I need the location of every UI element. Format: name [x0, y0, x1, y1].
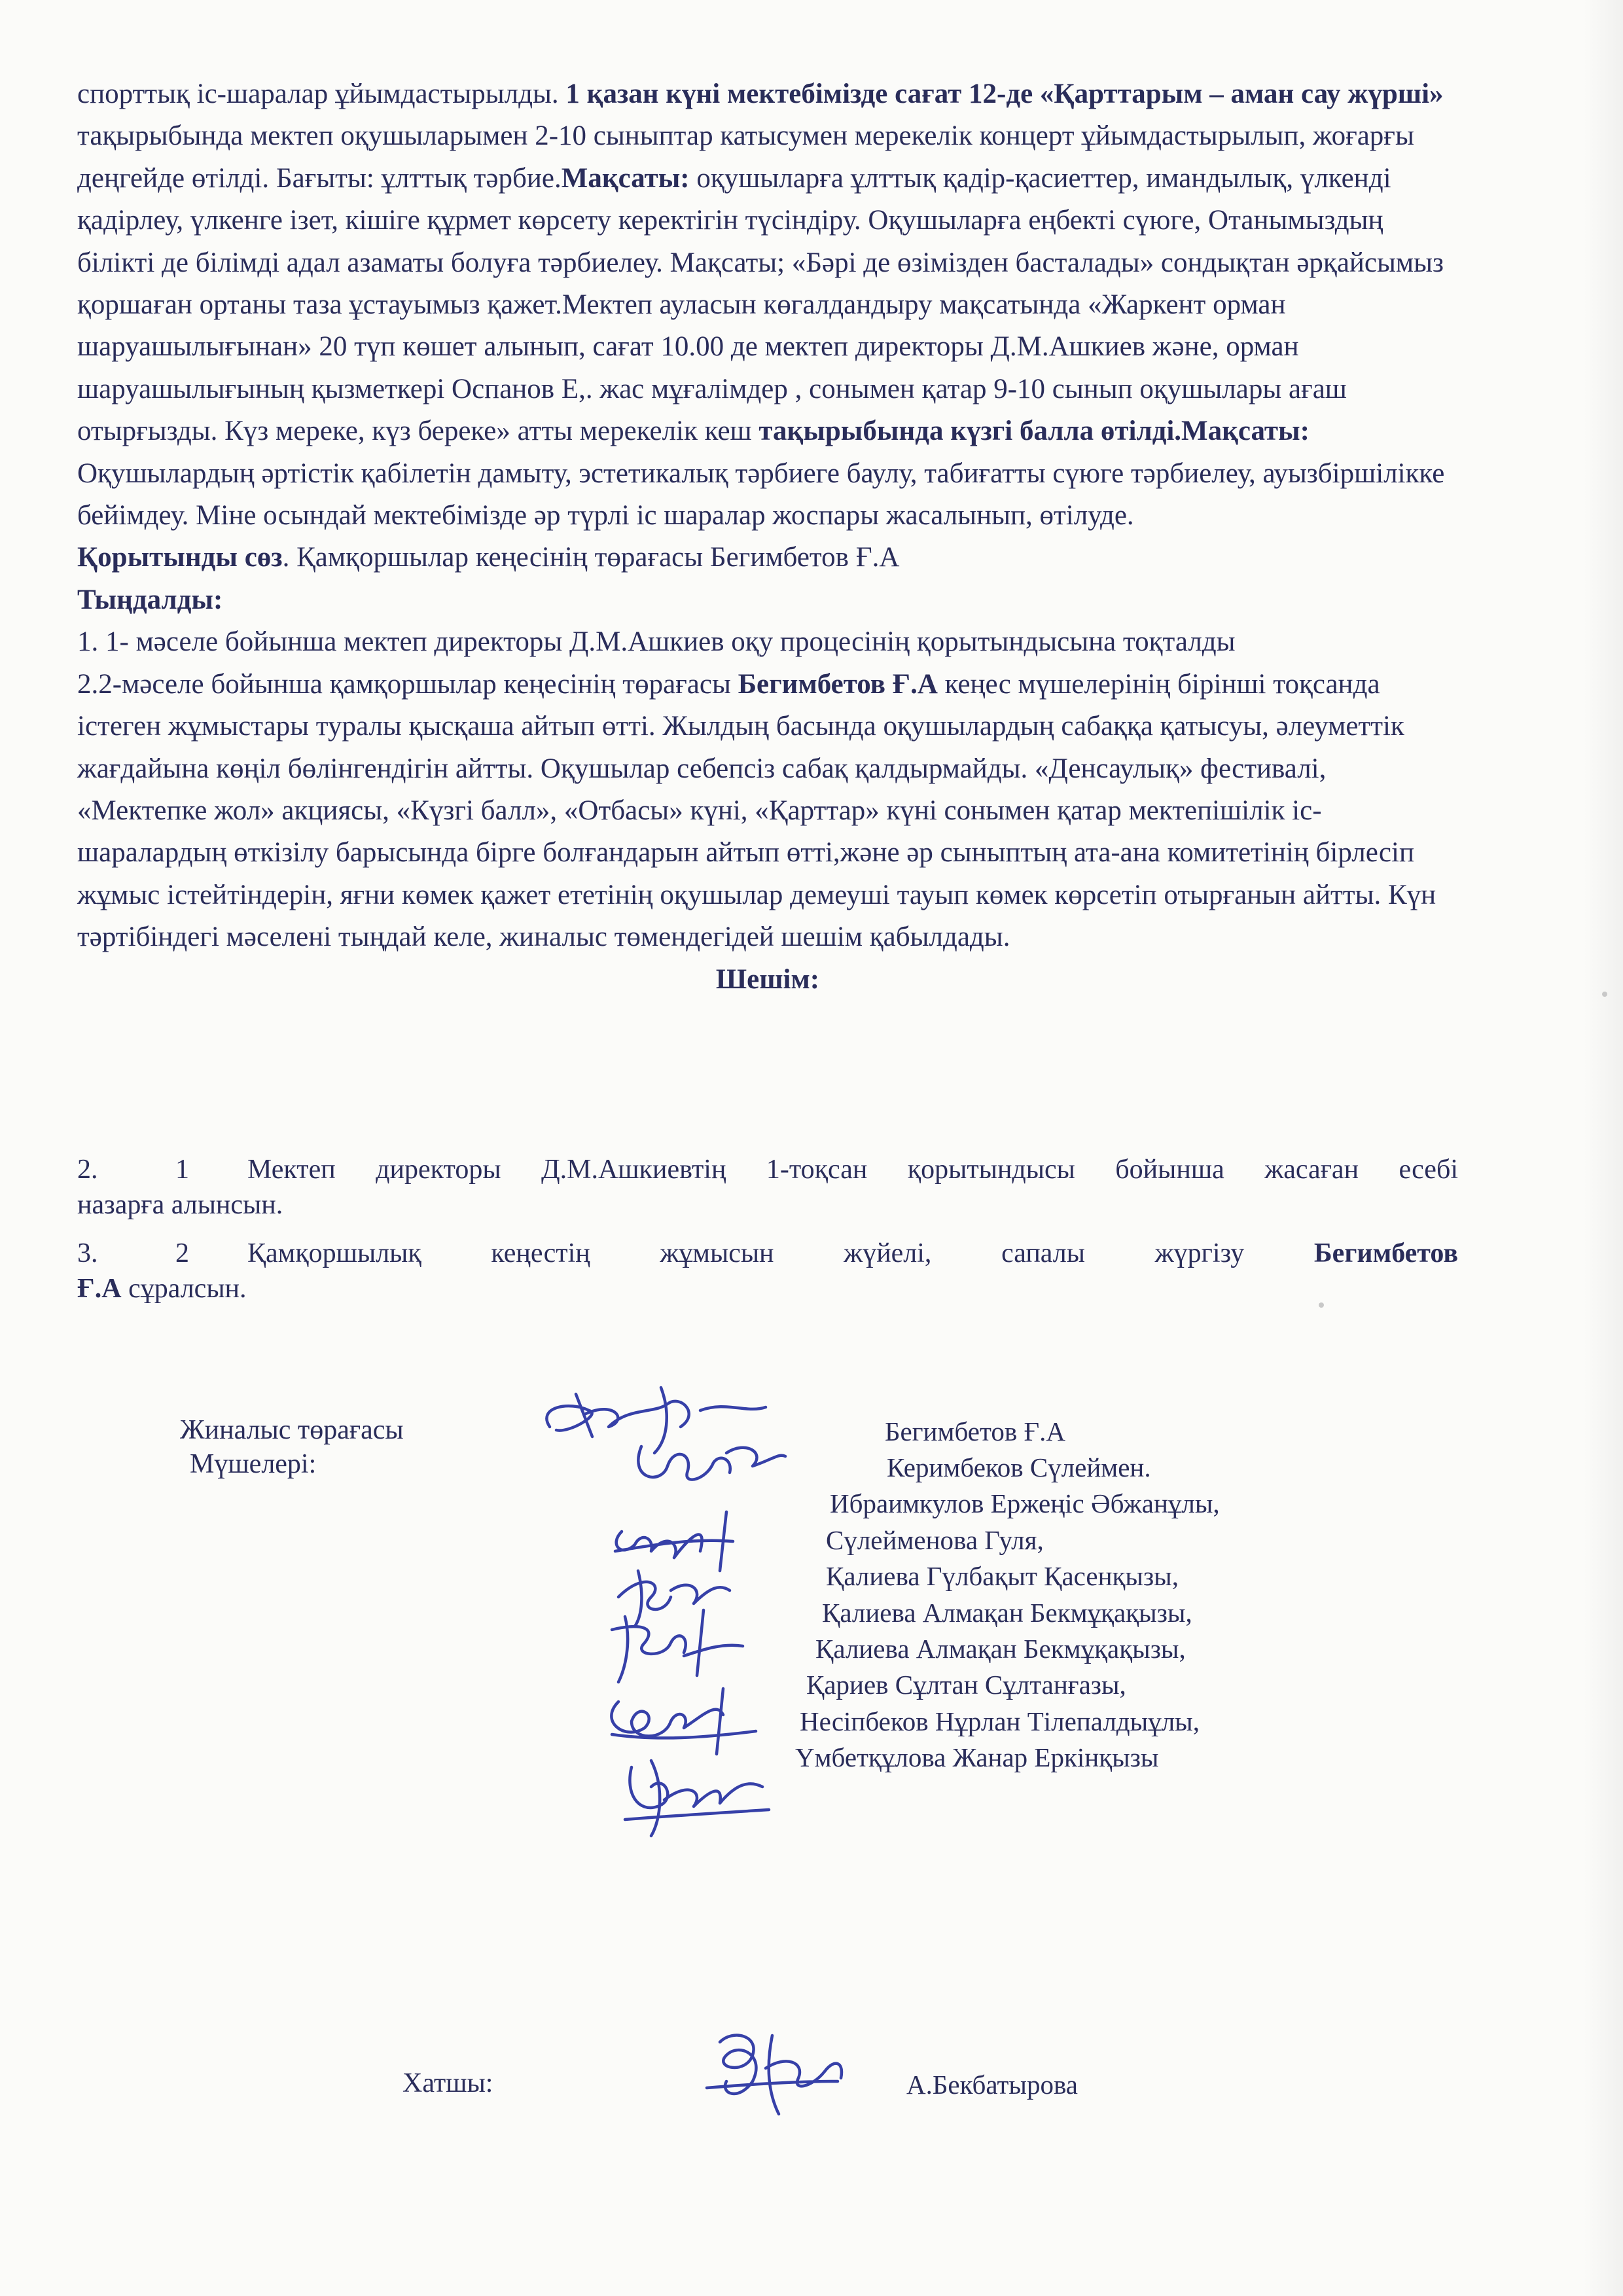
decision-heading: Шешім:: [715, 963, 820, 995]
member-signature: [622, 1427, 792, 1505]
member-name: Қалиева Алмақан Бекмұқақызы,: [815, 1634, 1186, 1664]
member-name: Керимбеков Сүлеймен.: [887, 1452, 1151, 1482]
decision-text-part: сұралсын.: [121, 1274, 247, 1304]
decision-subnumber: 2: [175, 1238, 189, 1268]
member-signature: [612, 1748, 782, 1839]
decision-item: [77, 1152, 1458, 1187]
member-name: Қалиева Гүлбақыт Қасенқызы,: [826, 1561, 1179, 1591]
heard-item-text: кеңес мүшелерінің бірінші тоқсанда істеген жұмыстары туралы қысқаша айтып өтті. Жылдың басында оқушылардың сабаққа қатысуы, әлеуметтік жағдайына көңіл бөлінгендігін айтты. Оқушылар себепсіз сабақ қалдырмайды. «Денсаулық» фестивалі, «Мектепке жол» акциясы, «Күзгі балл», «Отбасы» күні, «Қарттар» күні сонымен қатар мектепішілік іс-шаралардың өткізілу барысында бірге болғандарын айтып өтті,және әр сыныптың ата-ана комитетінің бірлесіп жұмыс істейтіндерін, яғни көмек қажет ететінің оқушылар демеуші тауып көмек көрсетіп отырғанын айтты. Күн тәртібіндегі мәселені тыңдай келе, жиналыс төмендегідей шешім қабылдады.: [77, 668, 1436, 953]
punch-mark: [1602, 992, 1607, 997]
member-name: Қариев Сұлтан Сұлтанғазы,: [806, 1670, 1126, 1700]
member-name: Ибраимкулов Ержеңіс Әбжанұлы,: [830, 1488, 1220, 1518]
document-body: [77, 73, 1458, 1001]
decision-number: 3.: [77, 1238, 98, 1268]
member-name: Үмбетқұлова Жанар Еркінқызы: [795, 1742, 1159, 1772]
member-name: Несіпбеков Нұрлан Тілепалдыұлы,: [800, 1706, 1200, 1736]
paragraph-bold-text: 1 қазан күні мектебімізде сағат 12-де «Қарттарым – аман сау жүрші»: [565, 79, 1444, 109]
decision-text-part: Қамқоршылық кеңестің жұмысын жүйелі, сапалы жүргізу: [247, 1238, 1314, 1268]
secretary-signature: [694, 2016, 851, 2121]
decision-list: [77, 1152, 1458, 1306]
paragraph-bold-text: тақырыбында күзгі балла өтілді.Мақсаты:: [758, 416, 1310, 447]
paragraph-text: оқушыларға ұлттық қадір-қасиеттер, имандылық, үлкенді қадірлеу, үлкенге ізет, кішіге құрмет көрсету керектігін түсіндіру. Оқушыларға еңбекті сүюге, Отанымыздың білікті де білімді адал азаматы болуға тәрбиелеу. Мақсаты; «Бәрі де өзімізден басталады» сондықтан әрқайсымыз қоршаған ортаны таза ұстауымыз қажет.Мектеп ауласын көгалдандыру мақсатында «Жаркент орман шаруашылығынан» 20 түп көшет алынып, сағат 10.00 де мектеп директоры Д.М.Ашкиев және, орман шаруашылығының қызметкері Оспанов Е,. жас мұғалімдер , сонымен қатар 9-10 сынып оқушылары ағаш отырғызды. Күз мереке, күз береке» атты мерекелік кеш: [77, 162, 1444, 447]
heard-item-text: 2.2-мәселе бойынша қамқоршылар кеңесінің төрағасы: [77, 668, 738, 700]
chair-name: Бегимбетов Ғ.А: [885, 1416, 1066, 1446]
paragraph-events: [77, 73, 1458, 537]
members-label: Мүшелері:: [190, 1449, 317, 1479]
closing-remark: [77, 537, 1458, 579]
paragraph-bold-text: Мақсаты:: [561, 162, 690, 194]
decision-text: [247, 1236, 1458, 1271]
member-name: Қалиева Алмақан Бекмұқақызы,: [822, 1598, 1192, 1628]
heard-item-1: 1. 1- мәселе бойынша мектеп директоры Д.М.Ашкиев оқу процесінің қорытындысына тоқталды: [77, 626, 1236, 658]
chair-label: Жиналыс төрағасы: [180, 1415, 404, 1445]
closing-label: Қорытынды сөз: [77, 542, 283, 573]
closing-text: . Қамқоршылар кеңесінің төрағасы Бегимбетов Ғ.А: [282, 542, 900, 573]
paragraph-text: спорттық іс-шаралар ұйымдастырылды.: [77, 79, 566, 109]
decision-subnumber: 1: [175, 1155, 189, 1185]
punch-mark: [1319, 1302, 1324, 1308]
paragraph-text: тақырыбында мектеп оқушыларымен 2-10 сыныптар катысумен мерекелік концерт ұйымдастырылып, жоғарғы деңгейде өтілді. Бағыты: ұлттық тәрбие.: [77, 120, 1414, 194]
heard-item-bold: Бегимбетов Ғ.А: [738, 668, 938, 700]
decision-text-continued: [77, 1271, 1458, 1306]
member-name: Сүлейменова Гуля,: [826, 1525, 1044, 1555]
decision-item: [77, 1236, 1458, 1271]
decision-bold: Ғ.А: [77, 1274, 122, 1304]
secretary-name: А.Бекбатырова: [906, 2070, 1078, 2100]
decision-bold: Бегимбетов: [1313, 1238, 1458, 1268]
heard-heading: Тыңдалды:: [77, 584, 223, 615]
heard-item-2: [77, 664, 1458, 959]
secretary-label: Хатшы:: [402, 2068, 493, 2098]
scan-shadow: [1584, 0, 1623, 2296]
paragraph-text: Оқушылардың әртістік қабілетін дамыту, эстетикалық тәрбиеге баулу, табиғатты сүюге тәрбиелеу, ауызбіршілікке бейімдеу. Міне осындай мектебімізде әр түрлі іс шаралар жоспары жасалынып, өтілуде.: [77, 457, 1445, 531]
decision-text-continued: назарға алынсын.: [77, 1190, 283, 1220]
decision-number: 2.: [77, 1155, 98, 1185]
decision-text: Мектеп директоры Д.М.Ашкиевтің 1-тоқсан қорытындысы бойынша жасаған есебі: [247, 1155, 1458, 1185]
